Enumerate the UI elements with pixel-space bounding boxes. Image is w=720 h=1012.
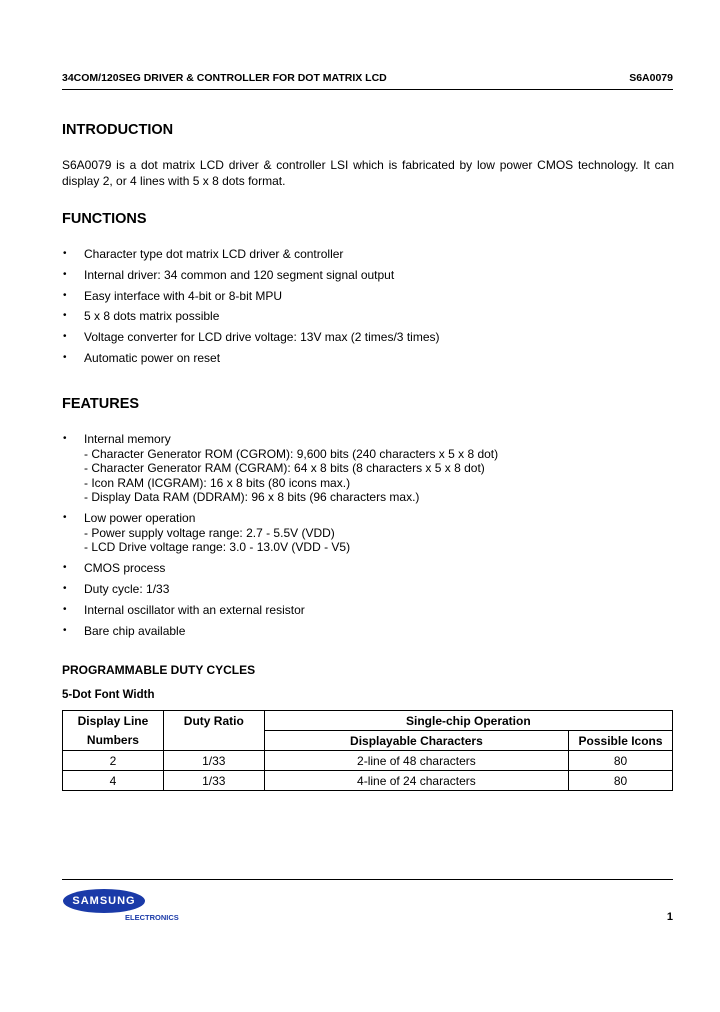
list-item bbox=[62, 511, 498, 555]
col-header-duty-ratio: Duty Ratio bbox=[163, 711, 264, 751]
cell-icons: 80 bbox=[569, 771, 673, 791]
list-item: • Character type dot matrix LCD driver & controller bbox=[62, 247, 439, 268]
internal-memory-label: Internal memory bbox=[84, 432, 171, 446]
power-spec: - LCD Drive voltage range: 3.0 - 13.0V (VDD - V5) bbox=[84, 540, 351, 554]
col-header-icons: Possible Icons bbox=[569, 731, 673, 751]
memory-spec: - Icon RAM (ICGRAM): 16 x 8 bits (80 icons max.) bbox=[84, 475, 351, 490]
footer-divider bbox=[62, 879, 673, 880]
cell-chars: 4-line of 24 characters bbox=[264, 771, 568, 791]
part-number: S6A0079 bbox=[629, 72, 673, 84]
page-header bbox=[62, 72, 673, 90]
functions-heading: FUNCTIONS bbox=[62, 211, 147, 227]
list-item: • CMOS process bbox=[62, 561, 498, 576]
cell-lines: 2 bbox=[63, 751, 164, 771]
table-header-row bbox=[63, 731, 673, 751]
list-item bbox=[62, 432, 498, 505]
memory-spec: - Character Generator RAM (CGRAM): 64 x 8 bits (8 characters x 5 x 8 dot) bbox=[84, 461, 485, 475]
cell-chars: 2-line of 48 characters bbox=[264, 751, 568, 771]
introduction-text: S6A0079 is a dot matrix LCD driver & controller LSI which is fabricated by low power CMOS technology. It can display 2, or 4 lines with 5 x 8 dots format. bbox=[62, 158, 674, 188]
header-divider bbox=[62, 89, 673, 90]
list-item: • Bare chip available bbox=[62, 624, 498, 639]
cell-lines: 4 bbox=[63, 771, 164, 791]
cell-duty: 1/33 bbox=[163, 771, 264, 791]
col-header-displayable: Displayable Characters bbox=[264, 731, 568, 751]
table-row bbox=[63, 751, 673, 771]
features-heading: FEATURES bbox=[62, 396, 140, 412]
list-item: • Easy interface with 4-bit or 8-bit MPU bbox=[62, 289, 439, 310]
table-row bbox=[63, 771, 673, 791]
col-header-display-line: Display Line bbox=[63, 711, 164, 731]
low-power-label: Low power operation bbox=[84, 511, 196, 525]
cell-icons: 80 bbox=[569, 751, 673, 771]
memory-spec: - Character Generator ROM (CGROM): 9,600 bits (240 characters x 5 x 8 dot) bbox=[84, 446, 499, 461]
power-spec: - Power supply voltage range: 2.7 - 5.5V (VDD) bbox=[84, 525, 335, 540]
table-header-row bbox=[63, 711, 673, 731]
logo-wordmark: SAMSUNG bbox=[72, 895, 136, 907]
introduction-heading: INTRODUCTION bbox=[62, 122, 174, 138]
cell-duty: 1/33 bbox=[163, 751, 264, 771]
col-header-single-chip: Single-chip Operation bbox=[264, 711, 672, 731]
electronics-label: ELECTRONICS bbox=[125, 913, 179, 922]
list-item: • Duty cycle: 1/33 bbox=[62, 582, 498, 597]
document-title: 34COM/120SEG DRIVER & CONTROLLER FOR DOT MATRIX LCD bbox=[62, 72, 387, 84]
list-item: • Automatic power on reset bbox=[62, 351, 439, 372]
page-number: 1 bbox=[666, 911, 673, 923]
list-item: • Voltage converter for LCD drive voltage: 13V max (2 times/3 times) bbox=[62, 330, 439, 351]
list-item: • Internal oscillator with an external resistor bbox=[62, 603, 498, 618]
duty-cycles-heading: PROGRAMMABLE DUTY CYCLES bbox=[62, 663, 256, 677]
functions-list bbox=[62, 247, 439, 372]
list-item: • 5 x 8 dots matrix possible bbox=[62, 309, 439, 330]
col-header-numbers: Numbers bbox=[63, 731, 164, 751]
duty-cycle-table bbox=[62, 710, 673, 791]
list-item: • Internal driver: 34 common and 120 segment signal output bbox=[62, 268, 439, 289]
memory-spec: - Display Data RAM (DDRAM): 96 x 8 bits (96 characters max.) bbox=[84, 490, 420, 504]
font-width-subheading: 5-Dot Font Width bbox=[62, 689, 155, 701]
features-list bbox=[62, 432, 498, 645]
